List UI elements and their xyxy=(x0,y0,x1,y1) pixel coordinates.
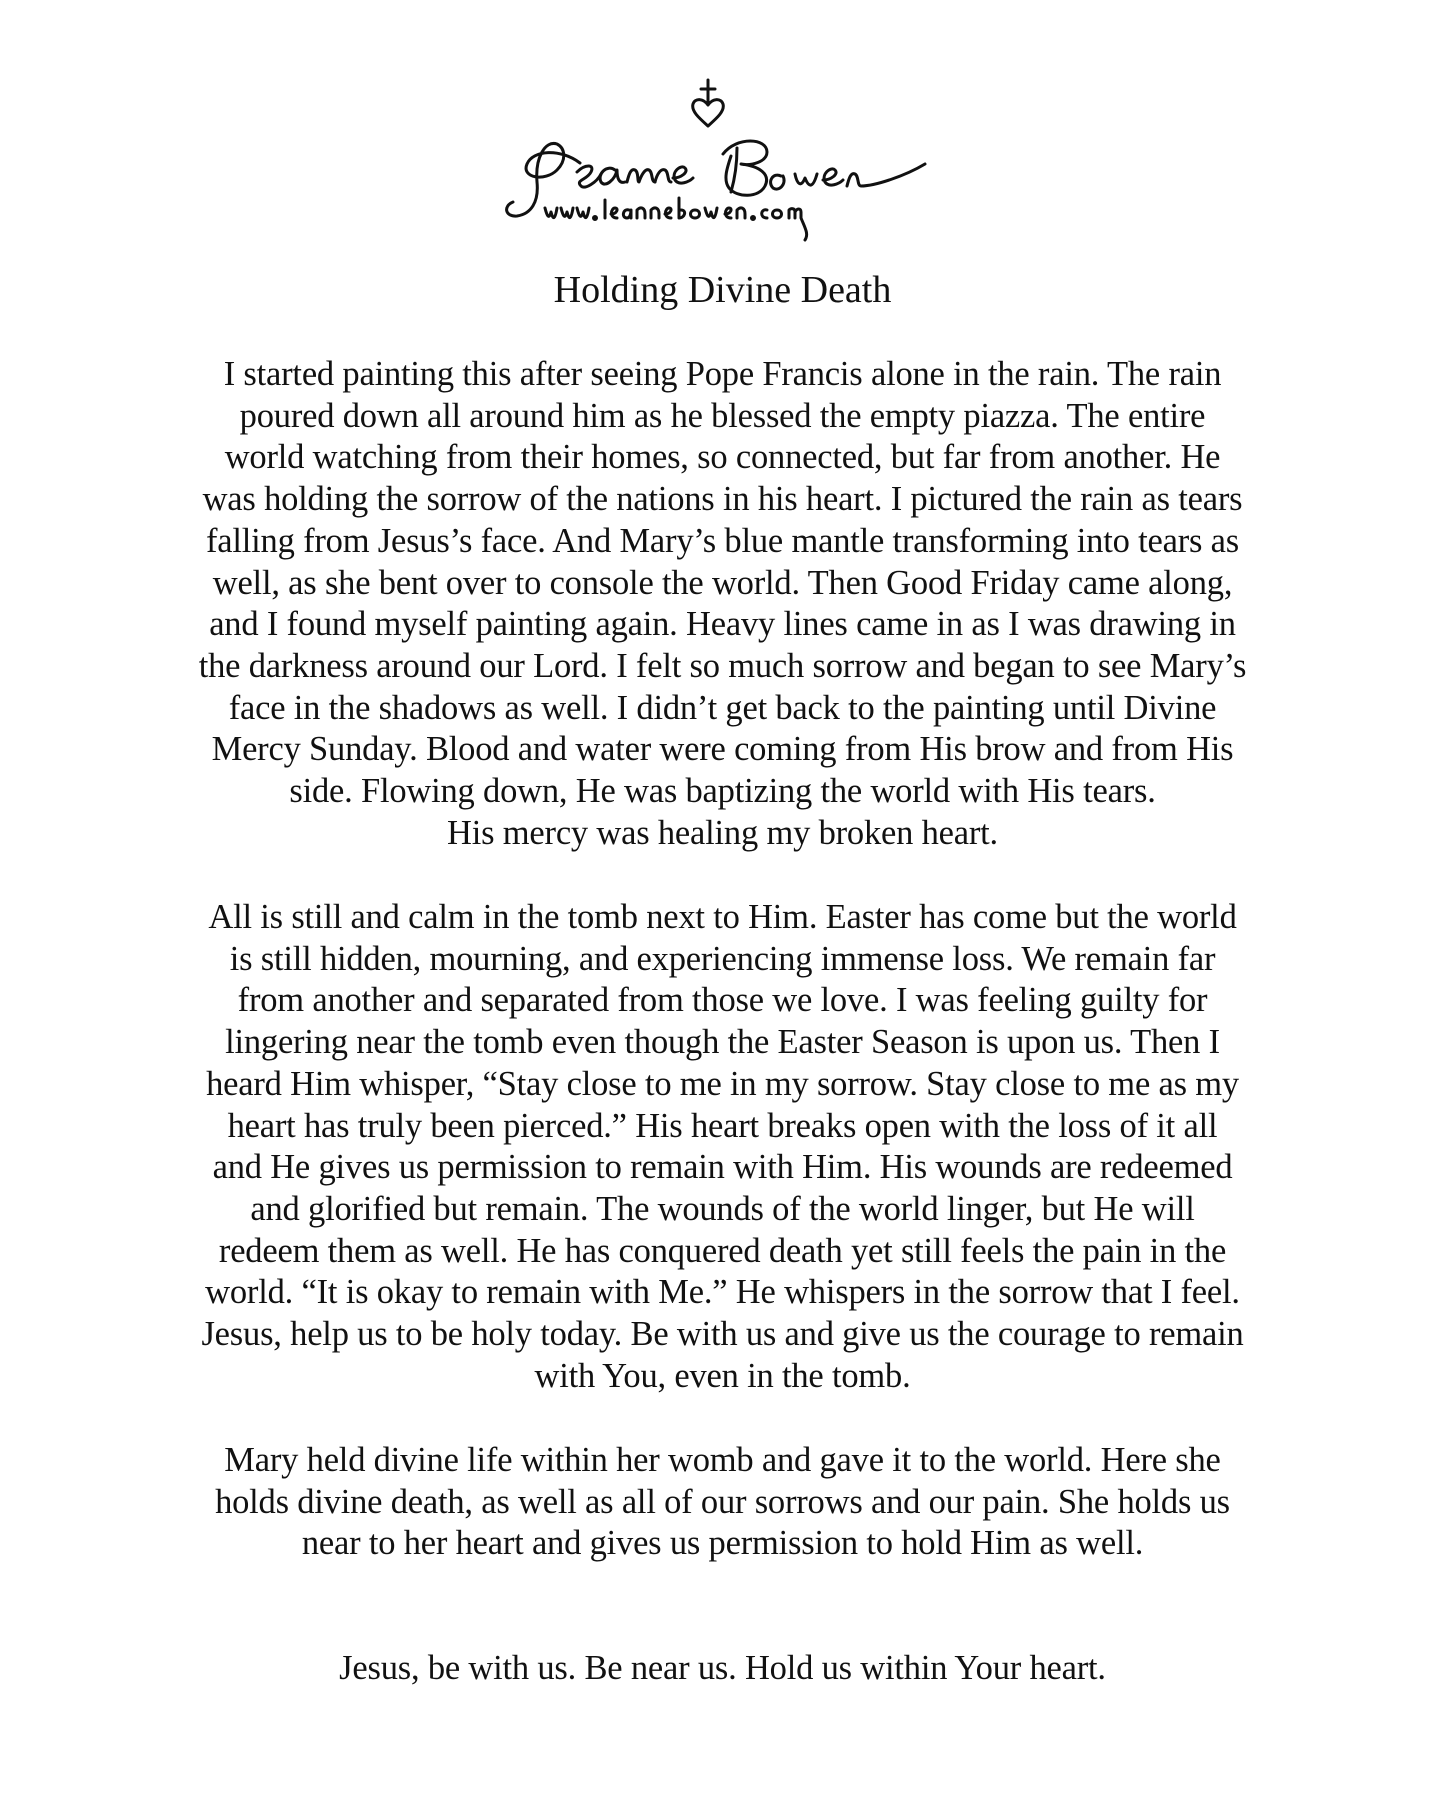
text-line: from another and separated from those we love. I was feeling guilty for xyxy=(237,981,1208,1020)
text-line: falling from Jesus’s face. And Mary’s blue mantle transforming into tears as xyxy=(206,521,1239,560)
paragraph-2 xyxy=(150,897,1295,1397)
text-line: heart has truly been pierced.” His heart breaks open with the loss of it all xyxy=(227,1106,1218,1145)
text-line: world. “It is okay to remain with Me.” He whispers in the sorrow that I feel. xyxy=(205,1273,1240,1312)
text-line: side. Flowing down, He was baptizing the world with His tears. xyxy=(289,772,1156,811)
text-line: the darkness around our Lord. I felt so much sorrow and began to see Mary’s xyxy=(198,646,1247,685)
text-line: All is still and calm in the tomb next to Him. Easter has come but the world xyxy=(208,898,1237,936)
text-line: Mary held divine life within her womb and gave it to the world. Here she xyxy=(224,1441,1221,1479)
text-line: poured down all around him as he blessed the empty piazza. The entire xyxy=(239,396,1206,435)
text-line: and I found myself painting again. Heavy lines came in as I was drawing in xyxy=(209,605,1236,644)
leanne-bowen-signature-logo xyxy=(505,78,965,258)
text-line: I started painting this after seeing Pope Francis alone in the rain. The rain xyxy=(223,355,1222,393)
heart-cross-icon xyxy=(693,80,724,126)
text-line: world watching from their homes, so connected, but far from another. He xyxy=(224,438,1221,477)
text-line: lingering near the tomb even though the Easter Season is upon us. Then I xyxy=(225,1023,1220,1062)
text-line: was holding the sorrow of the nations in his heart. I pictured the rain as tears xyxy=(202,480,1243,519)
paragraph-3 xyxy=(150,1440,1295,1565)
text-line: redeem them as well. He has conquered death yet still feels the pain in the xyxy=(218,1231,1227,1270)
text-line: Jesus, be with us. Be near us. Hold us within Your heart. xyxy=(339,1649,1106,1687)
text-line: Mercy Sunday. Blood and water were coming from His brow and from His xyxy=(211,730,1234,769)
text-line: with You, even in the tomb. xyxy=(534,1356,911,1395)
text-line: well, as she bent over to console the world. Then Good Friday came along, xyxy=(212,563,1233,602)
paragraph-4 xyxy=(150,1648,1295,1690)
text-line: and He gives us permission to remain with Him. His wounds are redeemed xyxy=(212,1148,1233,1187)
text-line: is still hidden, mourning, and experiencing immense loss. We remain far xyxy=(229,939,1216,978)
text-line: His mercy was healing my broken heart. xyxy=(447,813,998,852)
document-title: Holding Divine Death xyxy=(553,269,892,311)
text-line: face in the shadows as well. I didn’t get back to the painting until Divine xyxy=(228,688,1217,727)
text-line: near to her heart and gives us permission to hold Him as well. xyxy=(301,1524,1144,1563)
text-line: Jesus, help us to be holy today. Be with us and give us the courage to remain xyxy=(201,1315,1244,1354)
text-line: holds divine death, as well as all of our sorrows and our pain. She holds us xyxy=(215,1482,1230,1521)
signature-logo xyxy=(505,78,965,258)
text-line: heard Him whisper, “Stay close to me in my sorrow. Stay close to me as my xyxy=(206,1064,1239,1103)
paragraph-1 xyxy=(150,354,1295,854)
text-line: and glorified but remain. The wounds of the world linger, but He will xyxy=(250,1189,1195,1228)
